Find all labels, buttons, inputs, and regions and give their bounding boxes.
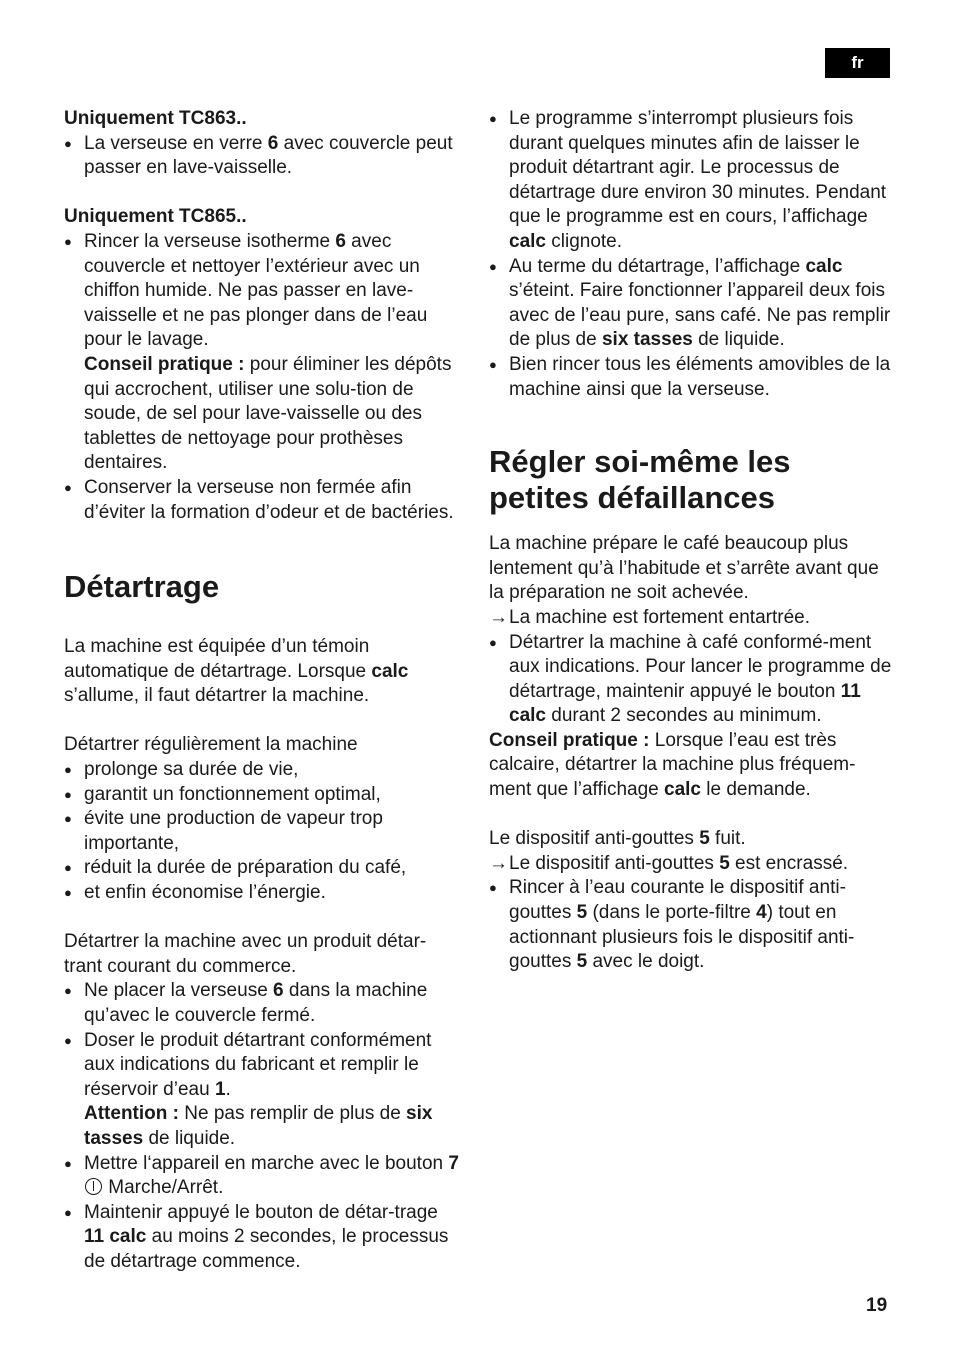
list-item: ● Mettre l‘appareil en marche avec le bouton 7 Marche/Arrêt. [64,1152,460,1201]
paragraph: Conseil pratique : Lorsque l’eau est très calcaire, détartrer la machine plus fréquem-ment que l’affichage calc le demande. [489,729,856,801]
list-item: ● Le programme s’interrompt plusieurs fois durant quelques minutes afin de laisser le produit détartrant agir. Le processus de détartrage dure environ 30 minutes. Pendant que le programme est en cours, l’affichage calc clignote. [489,107,893,255]
section-heading-regler: Régler soi-même les petites défaillances [489,444,791,516]
cause-line: → La machine est fortement entartrée. [489,606,893,631]
list-item: ● Au terme du détartrage, l’affichage calc s’éteint. Faire fonctionner l’appareil deux fois avec de l’eau pure, sans café. Ne pas remplir de plus de six tasses de liquide. [489,255,893,353]
list-item: ● évite une production de vapeur trop importante, [64,807,460,856]
arrow-right-icon: → [489,852,508,874]
list-item: ● Bien rincer tous les éléments amovibles de la machine ainsi que la verseuse. [489,353,893,402]
tip-label: Conseil pratique : [489,729,650,751]
paragraph: La machine prépare le café beaucoup plus lentement qu’à l’habitude et s’arrête avant que la préparation ne soit achevée. [489,533,879,604]
list-item: ● Rincer la verseuse isotherme 6 avec couvercle et nettoyer l’extérieur avec un chiffon humide. Ne pas passer en lave-vaisselle et ne pas plonger dans de l’eau pour le lavage. Conseil pratique : pour éliminer les dépôts qui accrochent, utiliser une solu-tion de soude, de sel pour lave-vaisselle ou des tablettes de nettoyage pour prothèses dentaires. [64,230,460,476]
list-item: ● Maintenir appuyé le bouton de détar-trage 11 calc au moins 2 secondes, le processus de détartrage commence. [64,1201,460,1275]
remedy-list [489,631,893,729]
steps-list [64,979,460,1274]
paragraph: Le dispositif anti-gouttes 5 fuit. [489,828,746,850]
list-item: ● prolonge sa durée de vie, [64,758,460,783]
list-item: ● et enfin économise l’énergie. [64,881,460,906]
tc863-list [64,132,460,181]
list-item: ● garantit un fonctionnement optimal, [64,783,460,808]
list-item: ● Rincer à l’eau courante le dispositif anti-gouttes 5 (dans le porte-filtre 4) tout en actionnant plusieurs fois le dispositif anti-gouttes 5 avec le doigt. [489,876,893,974]
decalc-continue-list [489,107,893,402]
arrow-right-icon: → [489,606,508,628]
subheading-tc863: Uniquement TC863.. [64,108,247,129]
left-column [64,107,460,1275]
benefits-list [64,758,460,906]
paragraph: Détartrer régulièrement la machine [64,734,358,756]
subheading-tc865: Uniquement TC865.. [64,206,247,228]
tip-label: Conseil pratique : [84,353,245,375]
paragraph: La machine est équipée d’un témoin automatique de détartrage. Lorsque calc s’allume, il faut détartrer la machine. [64,636,409,707]
list-item: ● réduit la durée de préparation du café, [64,856,460,881]
list-item: ● La verseuse en verre 6 avec couvercle peut passer en lave-vaisselle. [64,132,460,181]
list-item: ● Ne placer la verseuse 6 dans la machine qu’avec le couvercle fermé. [64,979,460,1028]
list-item: ● Détartrer la machine à café conformé-ment aux indications. Pour lancer le programme de détartrage, maintenir appuyé le bouton 11 calc durant 2 secondes au minimum. [489,631,893,729]
attention-label: Attention : [84,1103,179,1125]
list-item: ● Conserver la verseuse non fermée afin d’éviter la formation d’odeur et de bactéries. [64,476,460,525]
power-icon [85,1178,102,1195]
page-number: 19 [866,1295,888,1316]
list-item: ● Doser le produit détartrant conformément aux indications du fabricant et remplir le réservoir d’eau 1. Attention : Ne pas remplir de plus de six tasses de liquide. [64,1029,460,1152]
section-heading-detartrage: Détartrage [64,569,220,605]
paragraph: Détartrer la machine avec un produit détar-trant courant du commerce. [64,931,427,977]
language-tab: fr [825,48,890,78]
cause-line: → Le dispositif anti-gouttes 5 est encrassé. [489,852,893,877]
tc865-list [64,230,460,525]
remedy-list [489,876,893,974]
right-column [489,107,893,975]
